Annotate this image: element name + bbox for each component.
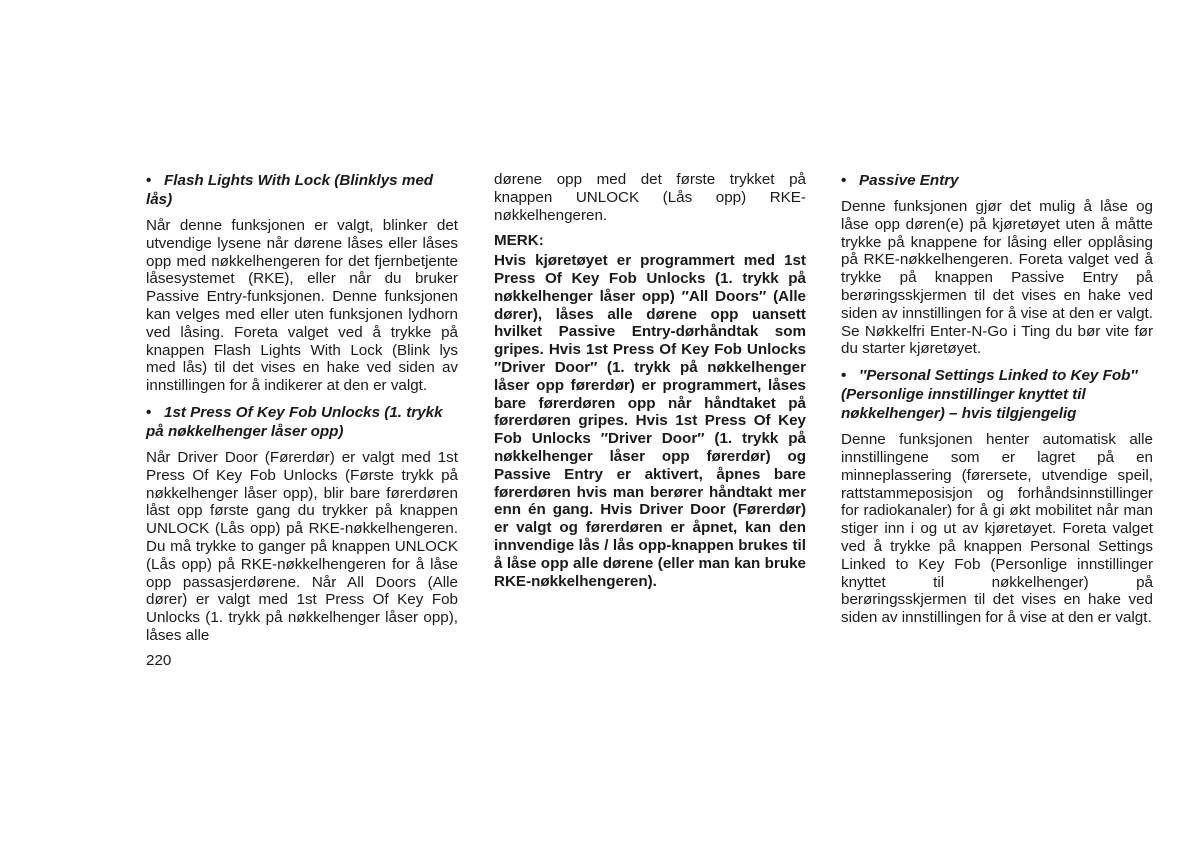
section-heading-personal-settings bbox=[841, 366, 1153, 423]
paragraph-first-press: Når Driver Door (Førerdør) er valgt med 1st Press Of Key Fob Unlocks (Første trykk på nøkkelhenger låser opp), blir bare førerdøren låst opp første gang du trykker på knappen UNLOCK (Lås opp) på RKE-nøkkelhengeren. Du må trykke to ganger på knappen UNLOCK (Lås opp) på RKE-nøkkelhengeren for å låse opp passasjerdørene. Når All Doors (Alle dører) er valgt med 1st Press Of Key Fob Unlocks (1. trykk på nøkkelhenger låser opp), låses alle bbox=[146, 448, 458, 644]
heading-text: 1st Press Of Key Fob Unlocks (1. trykk på nøkkelhenger låser opp) bbox=[146, 403, 443, 440]
heading-text: Passive Entry bbox=[859, 172, 959, 189]
column-middle bbox=[494, 171, 806, 598]
heading-text: Flash Lights With Lock (Blinklys med lås) bbox=[146, 172, 434, 208]
column-left bbox=[146, 171, 458, 653]
paragraph-continuation: dørene opp med det første trykket på knappen UNLOCK (Lås opp) RKE-nøkkelhengeren. bbox=[494, 171, 806, 224]
paragraph-passive-entry: Denne funksjonen gjør det mulig å låse og låse opp døren(e) på kjøretøyet uten å måtte trykke på knappene for låsing eller opplåsing på RKE-nøkkelhengeren. Foreta valget ved å trykke på knappen Passive Entry på berøringsskjermen til det vises en hake ved siden av innstillingen for å vise at den er valgt. Se Nøkkelfri Enter-N-Go i Ting du bør vite før du starter kjøretøyet. bbox=[841, 198, 1153, 358]
bullet-icon: • bbox=[146, 172, 152, 189]
paragraph-personal-settings: Denne funksjonen henter automatisk alle innstillingene som er lagret på en minneplassering (førersete, utvendige speil, rattstammeposisjon og forhåndsinnstillinger for radiokanaler) for å gi økt mobilitet når man stiger inn i og ut av kjøretøyet. Foreta valget ved å trykke på knappen Personal Settings Linked to Key Fob (Personlige innstillinger knyttet til nøkkelhenger) på berøringsskjermen til det vises en hake ved siden av innstillingen for å vise at den er valgt. bbox=[841, 431, 1153, 627]
paragraph-flash-lights: Når denne funksjonen er valgt, blinker det utvendige lysene når dørene låses eller låses opp med nøkkelhengeren for det fjernbetjente låsesystemet (RKE), eller når du bruker Passive Entry-funksjonen. Denne funksjonen kan velges med eller uten funksjonen lydhorn ved låsing. Foreta valget ved å trykke på knappen Flash Lights With Lock (Blink lys med lås) til det vises en hake ved siden av innstillingen for å indikerer at den er valgt. bbox=[146, 217, 458, 395]
bullet-icon: • bbox=[841, 172, 847, 189]
section-heading-first-press bbox=[146, 403, 458, 441]
note-label: MERK: bbox=[494, 232, 544, 250]
heading-text: ″Personal Settings Linked to Key Fob″ (Personlige innstillinger knyttet til nøkkelhenger) – hvis tilgjengelig bbox=[841, 367, 1138, 423]
page-number: 220 bbox=[146, 652, 172, 669]
column-right bbox=[841, 171, 1153, 635]
section-heading-flash-lights bbox=[146, 171, 458, 209]
section-heading-passive-entry bbox=[841, 171, 1153, 190]
bullet-icon: • bbox=[841, 367, 847, 385]
note-text: Hvis kjøretøyet er programmert med 1st Press Of Key Fob Unlocks (1. trykk på nøkkelhenger låser opp) ″All Doors″ (Alle dører), låses alle dørene opp uansett hvilket Passive Entry-dørhåndtak som gripes. Hvis 1st Press Of Key Fob Unlocks ″Driver Door″ (1. trykk på nøkkelhenger låser opp førerdør) er programmert, låses bare førerdøren opp når håndtaket på førerdøren gripes. Hvis 1st Press Of Key Fob Unlocks ″Driver Door″ (1. trykk på nøkkelhenger låser opp førerdør) og Passive Entry er aktivert, åpnes bare førerdøren hvis man berører håndtakt mer enn én gang. Hvis Driver Door (Førerdør) er valgt og førerdøren er åpnet, kan den innvendige lås / lås opp-knappen brukes til å låse opp alle dørene (eller man kan bruke RKE-nøkkelhengeren). bbox=[494, 252, 806, 590]
bullet-icon: • bbox=[146, 403, 152, 421]
